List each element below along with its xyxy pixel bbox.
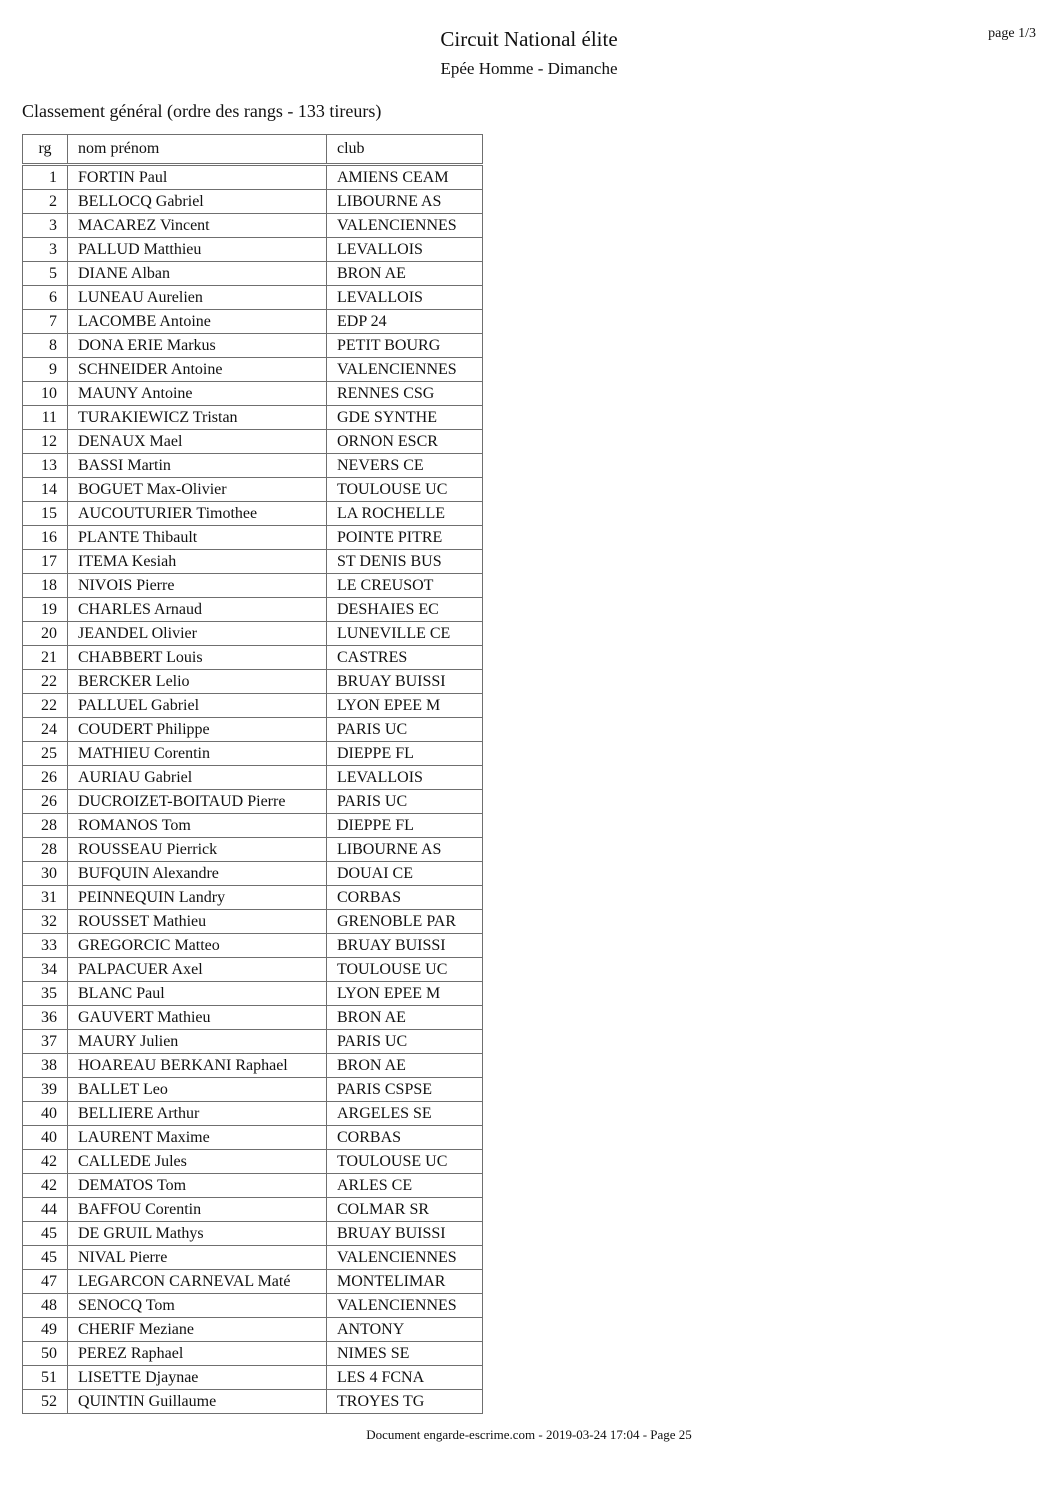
cell-rank: 31 xyxy=(23,886,68,910)
cell-rank: 40 xyxy=(23,1102,68,1126)
table-row xyxy=(23,598,483,622)
table-row xyxy=(23,742,483,766)
cell-name: JEANDEL Olivier xyxy=(68,622,327,646)
column-header-rank: rg xyxy=(23,135,68,165)
cell-club: LEVALLOIS xyxy=(327,286,483,310)
cell-name: BELLOCQ Gabriel xyxy=(68,190,327,214)
cell-name: CALLEDE Jules xyxy=(68,1150,327,1174)
cell-club: GRENOBLE PAR xyxy=(327,910,483,934)
cell-name: DIANE Alban xyxy=(68,262,327,286)
table-row xyxy=(23,1198,483,1222)
cell-club: LES 4 FCNA xyxy=(327,1366,483,1390)
table-row xyxy=(23,934,483,958)
table-row xyxy=(23,766,483,790)
cell-club: PETIT BOURG xyxy=(327,334,483,358)
cell-rank: 45 xyxy=(23,1222,68,1246)
cell-name: DENAUX Mael xyxy=(68,430,327,454)
table-row xyxy=(23,190,483,214)
cell-name: DUCROIZET-BOITAUD Pierre xyxy=(68,790,327,814)
table-row xyxy=(23,1318,483,1342)
cell-rank: 16 xyxy=(23,526,68,550)
cell-name: ROUSSET Mathieu xyxy=(68,910,327,934)
table-row xyxy=(23,238,483,262)
ranking-table-body xyxy=(23,165,483,1414)
table-row xyxy=(23,982,483,1006)
table-row xyxy=(23,1366,483,1390)
table-row xyxy=(23,910,483,934)
cell-club: VALENCIENNES xyxy=(327,214,483,238)
cell-club: DOUAI CE xyxy=(327,862,483,886)
cell-rank: 7 xyxy=(23,310,68,334)
cell-club: TOULOUSE UC xyxy=(327,478,483,502)
cell-name: BLANC Paul xyxy=(68,982,327,1006)
cell-rank: 6 xyxy=(23,286,68,310)
table-row xyxy=(23,334,483,358)
table-row xyxy=(23,454,483,478)
table-row xyxy=(23,1294,483,1318)
cell-rank: 45 xyxy=(23,1246,68,1270)
cell-rank: 34 xyxy=(23,958,68,982)
cell-rank: 28 xyxy=(23,814,68,838)
cell-name: FORTIN Paul xyxy=(68,165,327,190)
table-row xyxy=(23,574,483,598)
cell-club: MONTELIMAR xyxy=(327,1270,483,1294)
cell-rank: 3 xyxy=(23,214,68,238)
cell-name: MACAREZ Vincent xyxy=(68,214,327,238)
cell-rank: 42 xyxy=(23,1174,68,1198)
table-row xyxy=(23,1150,483,1174)
cell-name: LISETTE Djaynae xyxy=(68,1366,327,1390)
cell-name: BALLET Leo xyxy=(68,1078,327,1102)
table-row xyxy=(23,1078,483,1102)
table-row xyxy=(23,526,483,550)
table-row xyxy=(23,646,483,670)
table-row xyxy=(23,1054,483,1078)
cell-rank: 8 xyxy=(23,334,68,358)
cell-name: LUNEAU Aurelien xyxy=(68,286,327,310)
cell-club: BRUAY BUISSI xyxy=(327,934,483,958)
cell-name: SENOCQ Tom xyxy=(68,1294,327,1318)
table-row xyxy=(23,838,483,862)
cell-club: VALENCIENNES xyxy=(327,1246,483,1270)
cell-rank: 21 xyxy=(23,646,68,670)
table-row xyxy=(23,214,483,238)
table-row xyxy=(23,310,483,334)
cell-rank: 22 xyxy=(23,670,68,694)
cell-rank: 48 xyxy=(23,1294,68,1318)
cell-club: AMIENS CEAM xyxy=(327,165,483,190)
cell-club: ST DENIS BUS xyxy=(327,550,483,574)
cell-rank: 26 xyxy=(23,790,68,814)
table-row xyxy=(23,958,483,982)
cell-club: ARLES CE xyxy=(327,1174,483,1198)
cell-rank: 1 xyxy=(23,165,68,190)
cell-name: BASSI Martin xyxy=(68,454,327,478)
cell-club: TOULOUSE UC xyxy=(327,958,483,982)
cell-rank: 17 xyxy=(23,550,68,574)
cell-rank: 52 xyxy=(23,1390,68,1414)
cell-rank: 28 xyxy=(23,838,68,862)
cell-rank: 22 xyxy=(23,694,68,718)
cell-rank: 24 xyxy=(23,718,68,742)
cell-club: CORBAS xyxy=(327,1126,483,1150)
table-row xyxy=(23,1126,483,1150)
cell-club: PARIS UC xyxy=(327,1030,483,1054)
cell-name: GREGORCIC Matteo xyxy=(68,934,327,958)
document-subtitle: Epée Homme - Dimanche xyxy=(440,59,618,78)
cell-rank: 12 xyxy=(23,430,68,454)
cell-club: PARIS CSPSE xyxy=(327,1078,483,1102)
cell-name: MAURY Julien xyxy=(68,1030,327,1054)
cell-club: PARIS UC xyxy=(327,718,483,742)
cell-rank: 26 xyxy=(23,766,68,790)
cell-rank: 38 xyxy=(23,1054,68,1078)
table-row xyxy=(23,550,483,574)
cell-name: PALPACUER Axel xyxy=(68,958,327,982)
cell-club: LEVALLOIS xyxy=(327,766,483,790)
table-row xyxy=(23,814,483,838)
cell-name: CHERIF Meziane xyxy=(68,1318,327,1342)
cell-club: TROYES TG xyxy=(327,1390,483,1414)
cell-club: LYON EPEE M xyxy=(327,982,483,1006)
cell-club: NIMES SE xyxy=(327,1342,483,1366)
cell-club: VALENCIENNES xyxy=(327,1294,483,1318)
document-footer: Document engarde-escrime.com - 2019-03-24 17:04 - Page 25 xyxy=(366,1427,692,1442)
cell-name: QUINTIN Guillaume xyxy=(68,1390,327,1414)
cell-name: BOGUET Max-Olivier xyxy=(68,478,327,502)
cell-club: LIBOURNE AS xyxy=(327,838,483,862)
table-row xyxy=(23,1270,483,1294)
cell-rank: 10 xyxy=(23,382,68,406)
cell-rank: 49 xyxy=(23,1318,68,1342)
cell-rank: 35 xyxy=(23,982,68,1006)
cell-name: ITEMA Kesiah xyxy=(68,550,327,574)
cell-club: COLMAR SR xyxy=(327,1198,483,1222)
cell-club: GDE SYNTHE xyxy=(327,406,483,430)
cell-rank: 3 xyxy=(23,238,68,262)
table-row xyxy=(23,862,483,886)
table-row xyxy=(23,358,483,382)
cell-name: SCHNEIDER Antoine xyxy=(68,358,327,382)
cell-club: BRON AE xyxy=(327,1006,483,1030)
cell-name: DONA ERIE Markus xyxy=(68,334,327,358)
cell-club: LUNEVILLE CE xyxy=(327,622,483,646)
cell-name: PEINNEQUIN Landry xyxy=(68,886,327,910)
cell-club: LIBOURNE AS xyxy=(327,190,483,214)
cell-rank: 36 xyxy=(23,1006,68,1030)
table-row xyxy=(23,1174,483,1198)
cell-club: BRUAY BUISSI xyxy=(327,670,483,694)
cell-rank: 15 xyxy=(23,502,68,526)
cell-rank: 19 xyxy=(23,598,68,622)
table-row xyxy=(23,622,483,646)
cell-name: AURIAU Gabriel xyxy=(68,766,327,790)
cell-club: VALENCIENNES xyxy=(327,358,483,382)
cell-rank: 18 xyxy=(23,574,68,598)
table-row xyxy=(23,790,483,814)
cell-name: PLANTE Thibault xyxy=(68,526,327,550)
cell-name: LEGARCON CARNEVAL Maté xyxy=(68,1270,327,1294)
table-row xyxy=(23,1246,483,1270)
cell-club: ORNON ESCR xyxy=(327,430,483,454)
cell-name: NIVAL Pierre xyxy=(68,1246,327,1270)
table-row xyxy=(23,718,483,742)
cell-name: MAUNY Antoine xyxy=(68,382,327,406)
cell-rank: 9 xyxy=(23,358,68,382)
cell-name: CHABBERT Louis xyxy=(68,646,327,670)
table-row xyxy=(23,1222,483,1246)
cell-rank: 44 xyxy=(23,1198,68,1222)
cell-rank: 13 xyxy=(23,454,68,478)
table-row xyxy=(23,430,483,454)
cell-rank: 33 xyxy=(23,934,68,958)
cell-name: LAURENT Maxime xyxy=(68,1126,327,1150)
table-row xyxy=(23,286,483,310)
table-row xyxy=(23,478,483,502)
cell-club: RENNES CSG xyxy=(327,382,483,406)
cell-club: DIEPPE FL xyxy=(327,814,483,838)
table-row xyxy=(23,502,483,526)
table-row xyxy=(23,382,483,406)
cell-club: PARIS UC xyxy=(327,790,483,814)
cell-club: NEVERS CE xyxy=(327,454,483,478)
cell-name: MATHIEU Corentin xyxy=(68,742,327,766)
cell-club: TOULOUSE UC xyxy=(327,1150,483,1174)
ranking-table-header xyxy=(23,135,483,165)
cell-name: BERCKER Lelio xyxy=(68,670,327,694)
cell-club: CASTRES xyxy=(327,646,483,670)
cell-club: BRUAY BUISSI xyxy=(327,1222,483,1246)
column-header-name: nom prénom xyxy=(68,135,327,165)
header-row xyxy=(23,135,483,165)
cell-rank: 37 xyxy=(23,1030,68,1054)
ranking-table xyxy=(22,134,483,1414)
cell-rank: 25 xyxy=(23,742,68,766)
cell-club: BRON AE xyxy=(327,1054,483,1078)
cell-rank: 30 xyxy=(23,862,68,886)
cell-name: BUFQUIN Alexandre xyxy=(68,862,327,886)
cell-name: DEMATOS Tom xyxy=(68,1174,327,1198)
cell-rank: 2 xyxy=(23,190,68,214)
cell-name: CHARLES Arnaud xyxy=(68,598,327,622)
cell-name: BELLIERE Arthur xyxy=(68,1102,327,1126)
table-row xyxy=(23,165,483,190)
cell-rank: 39 xyxy=(23,1078,68,1102)
table-row xyxy=(23,406,483,430)
cell-club: ARGELES SE xyxy=(327,1102,483,1126)
cell-club: EDP 24 xyxy=(327,310,483,334)
cell-club: BRON AE xyxy=(327,262,483,286)
cell-club: DIEPPE FL xyxy=(327,742,483,766)
cell-rank: 50 xyxy=(23,1342,68,1366)
document-title: Circuit National élite xyxy=(440,27,618,51)
cell-name: HOAREAU BERKANI Raphael xyxy=(68,1054,327,1078)
cell-rank: 47 xyxy=(23,1270,68,1294)
cell-name: AUCOUTURIER Timothee xyxy=(68,502,327,526)
cell-name: PALLUD Matthieu xyxy=(68,238,327,262)
cell-club: ANTONY xyxy=(327,1318,483,1342)
table-row xyxy=(23,1102,483,1126)
cell-club: LYON EPEE M xyxy=(327,694,483,718)
cell-name: NIVOIS Pierre xyxy=(68,574,327,598)
cell-club: LA ROCHELLE xyxy=(327,502,483,526)
cell-name: BAFFOU Corentin xyxy=(68,1198,327,1222)
cell-name: LACOMBE Antoine xyxy=(68,310,327,334)
table-row xyxy=(23,670,483,694)
cell-name: GAUVERT Mathieu xyxy=(68,1006,327,1030)
cell-rank: 14 xyxy=(23,478,68,502)
table-row xyxy=(23,1390,483,1414)
cell-club: LEVALLOIS xyxy=(327,238,483,262)
cell-name: ROMANOS Tom xyxy=(68,814,327,838)
section-heading: Classement général (ordre des rangs - 133 tireurs) xyxy=(22,101,382,121)
table-row xyxy=(23,1030,483,1054)
cell-name: PEREZ Raphael xyxy=(68,1342,327,1366)
cell-club: DESHAIES EC xyxy=(327,598,483,622)
cell-name: ROUSSEAU Pierrick xyxy=(68,838,327,862)
cell-rank: 51 xyxy=(23,1366,68,1390)
cell-club: POINTE PITRE xyxy=(327,526,483,550)
column-header-club: club xyxy=(327,135,483,165)
cell-rank: 11 xyxy=(23,406,68,430)
cell-rank: 40 xyxy=(23,1126,68,1150)
table-row xyxy=(23,886,483,910)
cell-rank: 20 xyxy=(23,622,68,646)
table-row xyxy=(23,1342,483,1366)
table-row xyxy=(23,262,483,286)
cell-rank: 42 xyxy=(23,1150,68,1174)
table-row xyxy=(23,694,483,718)
cell-rank: 32 xyxy=(23,910,68,934)
cell-club: CORBAS xyxy=(327,886,483,910)
cell-rank: 5 xyxy=(23,262,68,286)
cell-name: PALLUEL Gabriel xyxy=(68,694,327,718)
cell-name: TURAKIEWICZ Tristan xyxy=(68,406,327,430)
page-number: page 1/3 xyxy=(988,26,1036,41)
cell-name: COUDERT Philippe xyxy=(68,718,327,742)
table-row xyxy=(23,1006,483,1030)
cell-name: DE GRUIL Mathys xyxy=(68,1222,327,1246)
cell-club: LE CREUSOT xyxy=(327,574,483,598)
